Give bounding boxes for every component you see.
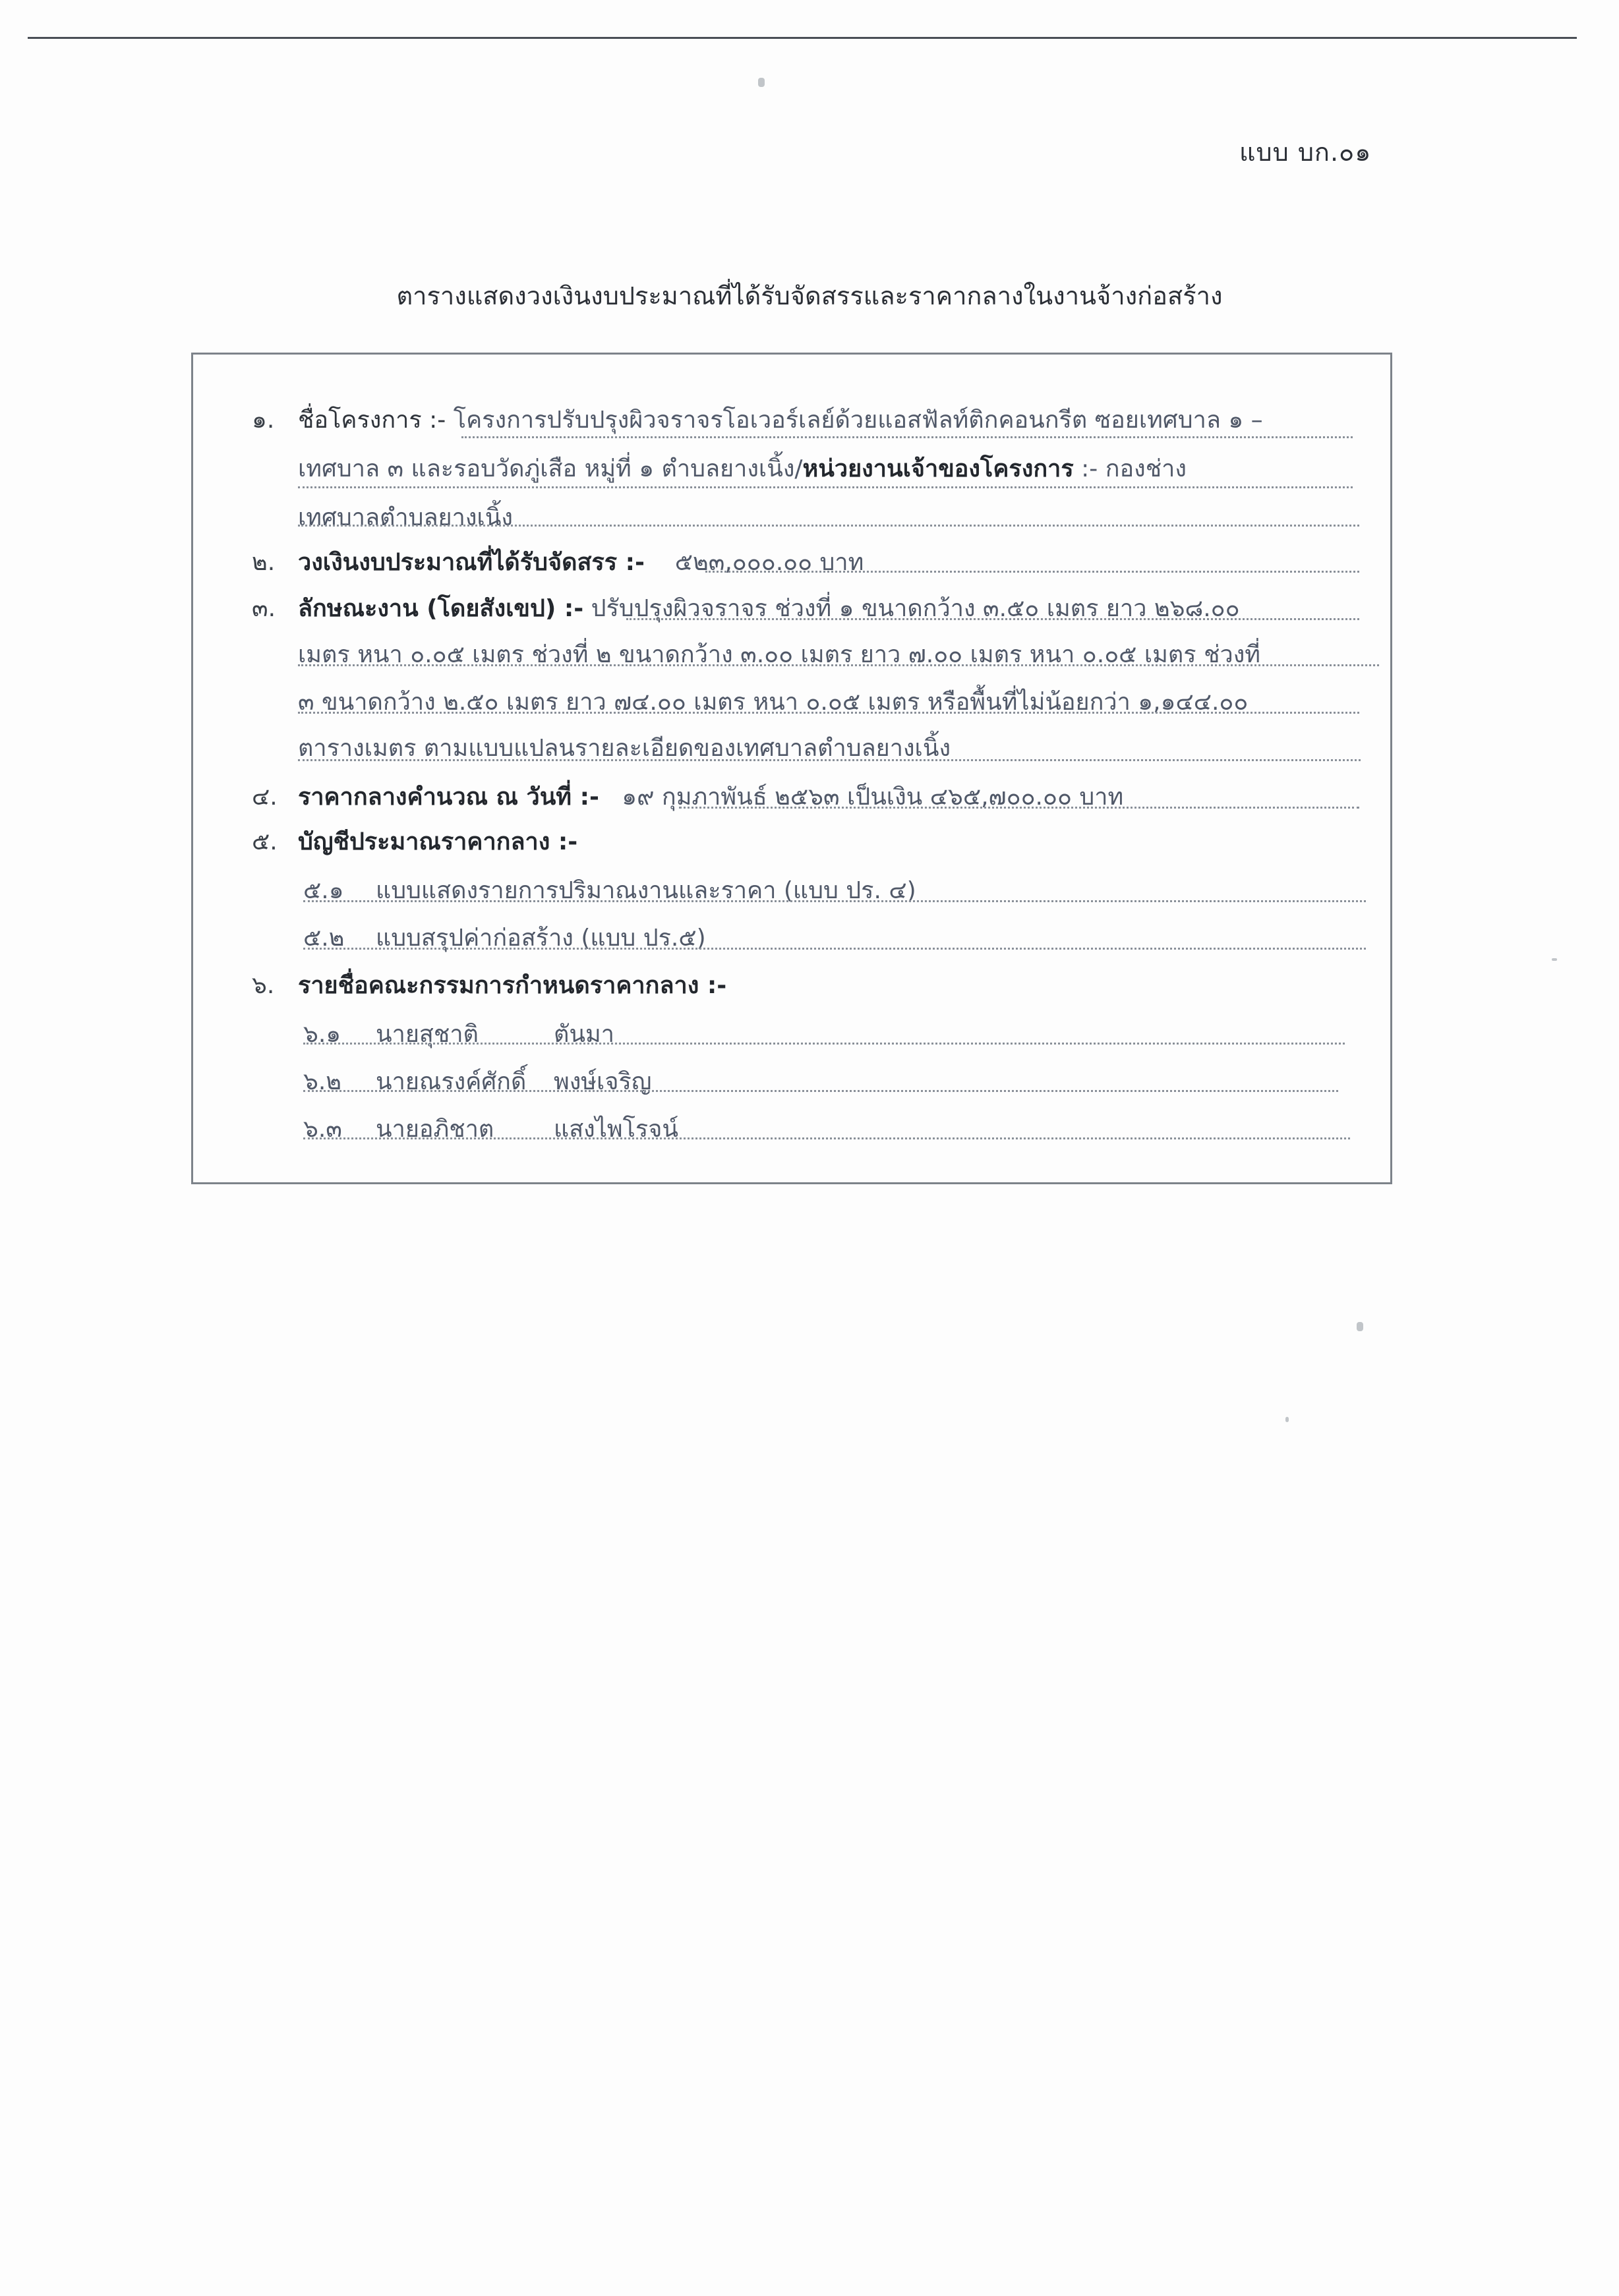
item-3-row-2: [298, 638, 1260, 672]
member-name: นายณรงค์ศักดิ์: [376, 1068, 527, 1095]
median-price-value: ๑๙ กุมภาพันธ์ ๒๕๖๓ เป็นเงิน ๔๖๕,๗๐๐.๐๐ บาท: [622, 784, 1124, 811]
item-number: ๑.: [252, 407, 275, 434]
member-number: ๖.๓: [303, 1116, 342, 1143]
committee-label: รายชื่อคณะกรรมการกำหนดราคากลาง :-: [298, 972, 727, 999]
member-name: นายอภิชาต: [376, 1116, 494, 1143]
form-code: แบบ บก.๐๑: [1239, 138, 1372, 167]
subitem-text: แบบสรุปค่าก่อสร้าง (แบบ ปร.๕): [376, 925, 706, 952]
dotted-line: [679, 807, 1359, 809]
budget-value: ๕๒๓,๐๐๐.๐๐ บาท: [674, 549, 864, 576]
item-1-row-3: [298, 501, 513, 535]
item-2-row: [252, 546, 864, 580]
subitem-text: แบบแสดงรายการปริมาณงานและราคา (แบบ ปร. ๔): [376, 877, 916, 904]
dotted-line: [298, 759, 1361, 761]
dotted-line: [298, 712, 1359, 714]
project-name-value: โครงการปรับปรุงผิวจราจรโอเวอร์เลย์ด้วยแอสฟัลท์ติกคอนกรีต ซอยเทศบาล ๑ –: [453, 407, 1263, 434]
subitem-number: ๕.๑: [303, 877, 344, 904]
dotted-line: [303, 948, 1366, 950]
work-description-value: ปรับปรุงผิวจราจร ช่วงที่ ๑ ขนาดกว้าง ๓.๕๐ เมตร ยาว ๒๖๘.๐๐: [591, 595, 1240, 622]
item-6-row: [252, 969, 726, 1003]
work-description-value-cont: ๓ ขนาดกว้าง ๒.๕๐ เมตร ยาว ๗๔.๐๐ เมตร หนา ๐.๐๕ เมตร หรือพื้นที่ไม่น้อยกว่า ๑,๑๔๔.๐๐: [298, 689, 1249, 716]
work-description-value-cont: เมตร หนา ๐.๐๕ เมตร ช่วงที่ ๒ ขนาดกว้าง ๓.๐๐ เมตร ยาว ๗.๐๐ เมตร หนา ๐.๐๕ เมตร ช่วงที่: [298, 641, 1261, 668]
subitem-number: ๕.๒: [303, 925, 345, 952]
dotted-line: [303, 900, 1366, 902]
dotted-line: [303, 1043, 1345, 1045]
member-name: นายสุชาติ: [376, 1021, 479, 1048]
member-number: ๖.๒: [303, 1068, 342, 1095]
scan-speck: [1357, 1322, 1363, 1331]
scan-speck: [758, 78, 765, 87]
scan-speck: [1285, 1417, 1289, 1422]
work-description-value-cont: ตารางเมตร ตามแบบแปลนรายละเอียดของเทศบาลตำบลยางเนิ้ง: [298, 735, 951, 762]
item-5-2-row: [303, 921, 706, 956]
member-row: [303, 1018, 614, 1052]
item-5-row: [252, 825, 577, 859]
owner-unit-value-cont: เทศบาลตำบลยางเนิ้ง: [298, 504, 513, 531]
budget-label: วงเงินงบประมาณที่ได้รับจัดสรร :-: [298, 549, 645, 576]
scan-speck: [1552, 958, 1557, 961]
item-1-row-1: [252, 403, 1263, 438]
item-number: ๖.: [252, 972, 275, 999]
member-surname: พงษ์เจริญ: [554, 1068, 652, 1095]
member-surname: แสงไพโรจน์: [554, 1116, 678, 1143]
dotted-line: [626, 618, 1359, 620]
dotted-line: [298, 664, 1379, 666]
member-surname: ตันมา: [554, 1021, 614, 1048]
project-name-value-cont: เทศบาล ๓ และรอบวัดภู่เสือ หมู่ที่ ๑ ตำบลยางเนิ้ง/: [298, 455, 803, 482]
member-number: ๖.๑: [303, 1021, 341, 1048]
member-row: [303, 1112, 678, 1147]
owner-unit-value: :- กองช่าง: [1081, 455, 1187, 482]
dotted-line: [461, 436, 1353, 438]
dotted-line: [303, 1137, 1350, 1139]
dotted-line: [303, 1090, 1338, 1092]
item-3-row-3: [298, 685, 1248, 720]
median-price-label: ราคากลางคำนวณ ณ วันที่ :-: [298, 784, 599, 811]
project-name-label: ชื่อโครงการ :-: [298, 407, 446, 434]
item-number: ๔.: [252, 784, 278, 811]
item-1-row-2: [298, 452, 1187, 486]
owner-unit-label: หน่วยงานเจ้าของโครงการ: [802, 455, 1074, 482]
dotted-line: [298, 486, 1353, 488]
item-3-row-1: [252, 592, 1240, 626]
work-description-label: ลักษณะงาน (โดยสังเขป) :-: [298, 595, 584, 622]
item-number: ๓.: [252, 595, 276, 622]
item-number: ๕.: [252, 828, 278, 855]
item-4-row: [252, 780, 1123, 815]
item-5-1-row: [303, 874, 916, 908]
dotted-line: [298, 525, 1359, 527]
dotted-line: [705, 571, 1359, 573]
top-rule: [28, 37, 1577, 39]
item-number: ๒.: [252, 549, 276, 576]
member-row: [303, 1065, 651, 1099]
document-title: ตารางแสดงวงเงินงบประมาณที่ได้รับจัดสรรและราคากลางในงานจ้างก่อสร้าง: [396, 281, 1223, 310]
price-estimate-label: บัญชีประมาณราคากลาง :-: [298, 828, 578, 855]
